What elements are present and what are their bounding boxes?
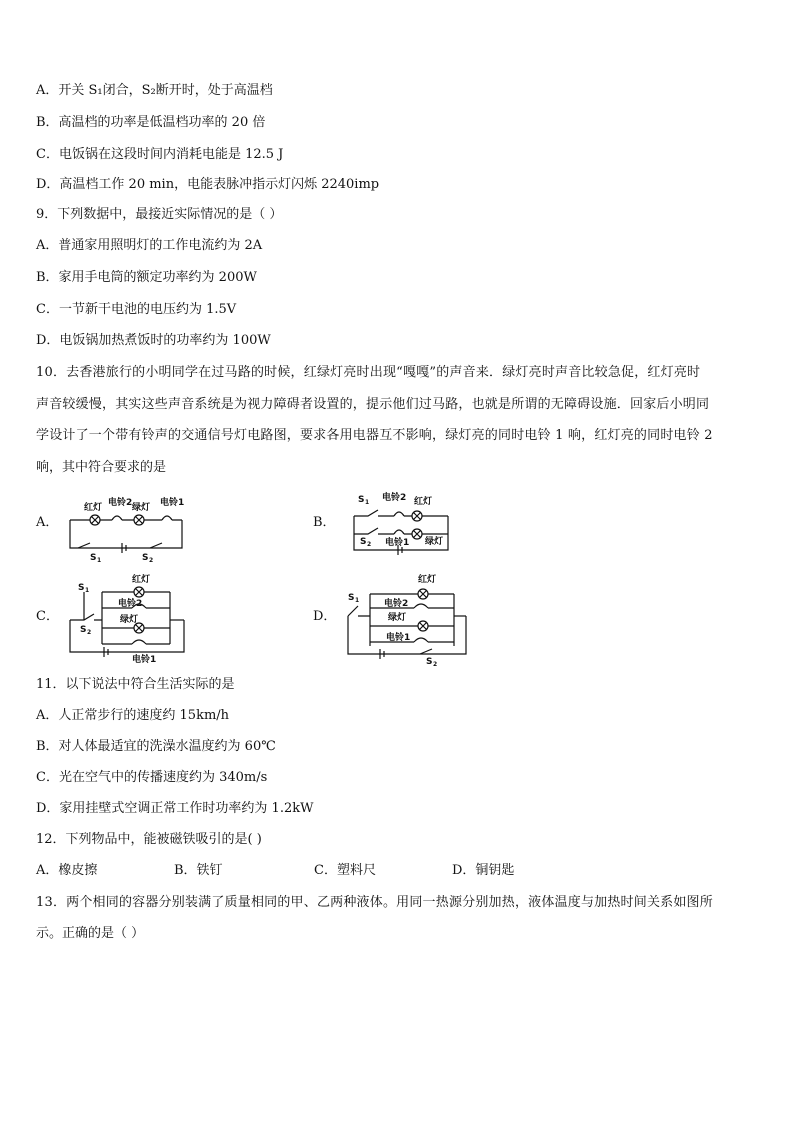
- circuit-diagram-a: [64, 490, 192, 564]
- q13-line-1: 13．两个相同的容器分别装满了质量相同的甲、乙两种液体。用同一热源分别加热，液体温度与加热时间关系如图所: [36, 895, 713, 910]
- circuit-d-s2-label: S: [426, 657, 433, 667]
- circuit-diagram-d: [340, 570, 475, 668]
- circuit-b-bell2-label: 电铃2: [382, 493, 407, 503]
- svg-text:1: 1: [85, 587, 90, 594]
- q12-option-d: D．铜钥匙: [452, 863, 515, 878]
- q11-option-d: D．家用挂壁式空调正常工作时功率约为 1.2kW: [36, 801, 314, 816]
- q8-option-c: C．电饭锅在这段时间内消耗电能是 12.5 J: [36, 147, 284, 162]
- circuit-diagram-b: [340, 488, 465, 558]
- q12-option-b: B．铁钉: [174, 863, 223, 878]
- svg-text:1: 1: [365, 499, 370, 506]
- circuit-c-bell1-label: 电铃1: [132, 655, 157, 665]
- svg-text:2: 2: [87, 629, 92, 636]
- circuit-b-red-lamp-label: 红灯: [414, 497, 433, 507]
- q10-line-3: 学设计了一个带有铃声的交通信号灯电路图，要求各用电器互不影响，绿灯亮的同时电铃 1 响，红灯亮的同时电铃 2: [36, 428, 713, 443]
- q12-stem: 12．下列物品中，能被磁铁吸引的是( ): [36, 832, 262, 847]
- circuit-d-bell1-label: 电铃1: [386, 633, 411, 643]
- q10-choice-a-label: A．: [36, 515, 59, 530]
- q9-option-b: B．家用手电筒的额定功率约为 200W: [36, 270, 257, 285]
- circuit-c-s1-label: S: [78, 583, 85, 593]
- circuit-a-bell1-label: 电铃1: [160, 498, 185, 508]
- circuit-b-s2-label: S: [360, 537, 367, 547]
- circuit-d-red-lamp-label: 红灯: [418, 575, 437, 585]
- svg-text:2: 2: [149, 557, 154, 564]
- q9-option-a: A．普通家用照明灯的工作电流约为 2A: [36, 238, 263, 253]
- q11-option-b: B．对人体最适宜的洗澡水温度约为 60℃: [36, 739, 276, 754]
- circuit-a-s2-label: S: [142, 553, 149, 563]
- circuit-d-bell2-label: 电铃2: [384, 599, 409, 609]
- q9-option-c: C．一节新干电池的电压约为 1.5V: [36, 302, 237, 317]
- q10-choice-b-label: B．: [313, 515, 336, 530]
- svg-text:2: 2: [367, 541, 372, 548]
- circuit-a-green-lamp-label: 绿灯: [132, 503, 151, 513]
- circuit-diagram-c: [62, 570, 192, 665]
- circuit-a-s1-label: S: [90, 553, 97, 563]
- svg-text:1: 1: [355, 597, 360, 604]
- q9-option-d: D．电饭锅加热煮饭时的功率约为 100W: [36, 333, 271, 348]
- circuit-c-green-lamp-label: 绿灯: [120, 615, 139, 625]
- q10-choice-d-label: D．: [313, 609, 337, 624]
- q8-option-b: B．高温档的功率是低温档功率的 20 倍: [36, 115, 266, 130]
- svg-text:2: 2: [433, 661, 438, 668]
- circuit-d-s1-label: S: [348, 593, 355, 603]
- q12-option-c: C．塑料尺: [314, 863, 376, 878]
- circuit-c-red-lamp-label: 红灯: [132, 575, 151, 585]
- svg-text:1: 1: [97, 557, 102, 564]
- q12-option-a: A．橡皮擦: [36, 863, 98, 878]
- circuit-c-bell2-label: 电铃2: [118, 599, 143, 609]
- q10-line-1: 10．去香港旅行的小明同学在过马路的时候，红绿灯亮时出现“嘎嘎”的声音来．绿灯亮时声音比较急促，红灯亮时: [36, 365, 701, 380]
- circuit-b-green-lamp-label: 绿灯: [425, 537, 444, 547]
- q8-option-d: D．高温档工作 20 min，电能表脉冲指示灯闪烁 2240imp: [36, 177, 380, 192]
- circuit-b-bell1-label: 电铃1: [385, 538, 410, 548]
- q12-options-row: [36, 861, 636, 881]
- circuit-c-s2-label: S: [80, 625, 87, 635]
- circuit-a-bell2-label: 电铃2: [108, 498, 133, 508]
- q11-option-c: C．光在空气中的传播速度约为 340m/s: [36, 770, 268, 785]
- q10-choice-c-label: C．: [36, 609, 59, 624]
- circuit-d-green-lamp-label: 绿灯: [388, 613, 407, 623]
- circuit-b-s1-label: S: [358, 495, 365, 505]
- circuit-a-red-lamp-label: 红灯: [84, 503, 103, 513]
- q11-option-a: A．人正常步行的速度约 15km/h: [36, 708, 230, 723]
- q11-stem: 11．以下说法中符合生活实际的是: [36, 677, 235, 692]
- q13-line-2: 示。正确的是（ ）: [36, 926, 145, 941]
- q9-stem: 9．下列数据中，最接近实际情况的是（ ）: [36, 207, 283, 222]
- q8-option-a: A．开关 S₁闭合，S₂断开时，处于高温档: [36, 83, 273, 98]
- q10-line-2: 声音较缓慢，其实这些声音系统是为视力障碍者设置的，提示他们过马路，也就是所谓的无障碍设施．回家后小明同: [36, 397, 710, 412]
- q10-line-4: 响，其中符合要求的是: [36, 460, 167, 475]
